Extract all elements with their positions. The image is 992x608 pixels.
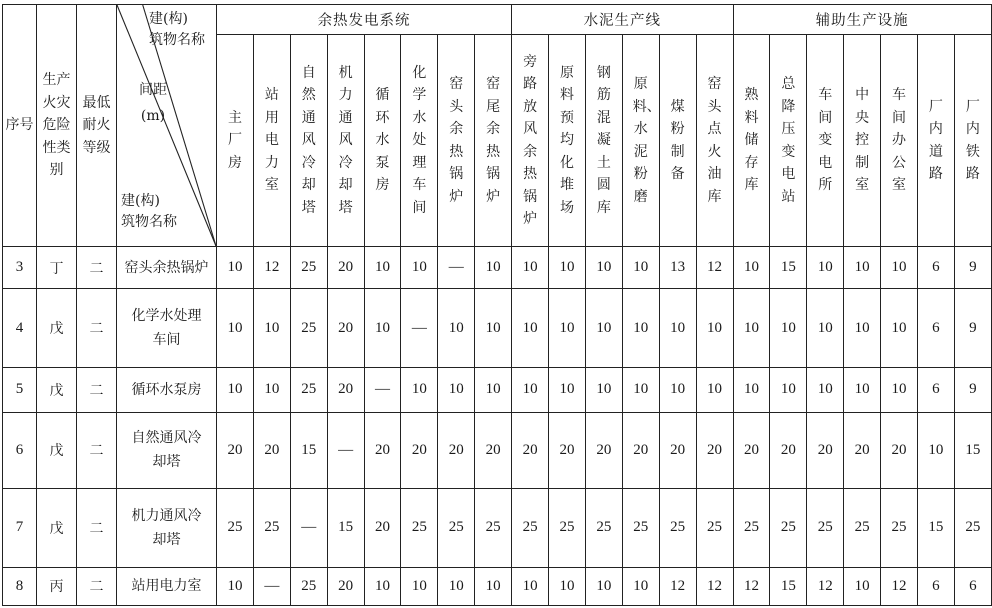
distance-cell: 10 <box>401 567 438 605</box>
group-header-auxiliary: 辅助生产设施 <box>733 5 991 35</box>
column-header: 原料、水泥粉磨 <box>622 35 659 247</box>
distance-cell: 20 <box>475 412 512 488</box>
column-header: 厂内道路 <box>917 35 954 247</box>
distance-cell: 10 <box>585 289 622 368</box>
distance-cell: 6 <box>917 368 954 413</box>
column-header: 窑头余热锅炉 <box>438 35 475 247</box>
row-name-cell: 化学水处理车间 <box>117 289 217 368</box>
distance-cell: 10 <box>364 289 401 368</box>
distance-cell: 20 <box>401 412 438 488</box>
distance-cell: 12 <box>696 247 733 289</box>
distance-cell: 6 <box>917 567 954 605</box>
distance-cell: 12 <box>253 247 290 289</box>
distance-cell: 20 <box>327 247 364 289</box>
distance-cell: 20 <box>585 412 622 488</box>
distance-cell: 20 <box>733 412 770 488</box>
column-header: 机力通风冷却塔 <box>327 35 364 247</box>
distance-cell: 25 <box>622 489 659 568</box>
distance-cell: 10 <box>585 247 622 289</box>
distance-cell: 25 <box>401 489 438 568</box>
distance-cell: 9 <box>954 368 991 413</box>
distance-cell: — <box>438 247 475 289</box>
row-seq-cell: 8 <box>3 567 37 605</box>
distance-cell: 10 <box>475 368 512 413</box>
distance-cell: 6 <box>917 247 954 289</box>
distance-cell: 25 <box>290 368 327 413</box>
distance-cell: 10 <box>585 567 622 605</box>
group-header-waste-heat: 余热发电系统 <box>217 5 512 35</box>
distance-cell: 25 <box>290 289 327 368</box>
distance-cell: 10 <box>659 368 696 413</box>
table-row <box>3 247 992 289</box>
column-header: 自然通风冷却塔 <box>290 35 327 247</box>
header-seq: 序号 <box>3 5 37 247</box>
table-row <box>3 412 992 488</box>
column-header: 中央控制室 <box>844 35 881 247</box>
row-fire-class-cell: 戊 <box>37 289 77 368</box>
row-fire-class-cell: 丙 <box>37 567 77 605</box>
distance-cell: 20 <box>549 412 586 488</box>
header-fire-rating: 最低耐火等级 <box>77 5 117 247</box>
distance-cell: 9 <box>954 247 991 289</box>
distance-cell: 10 <box>733 289 770 368</box>
distance-cell: 20 <box>364 412 401 488</box>
column-header: 煤粉制备 <box>659 35 696 247</box>
row-name-cell: 循环水泵房 <box>117 368 217 413</box>
distance-cell: 25 <box>844 489 881 568</box>
distance-cell: 20 <box>770 412 807 488</box>
distance-cell: 10 <box>881 368 918 413</box>
row-fire-class-cell: 戊 <box>37 489 77 568</box>
diagonal-header-cell <box>117 5 217 247</box>
distance-cell: — <box>401 289 438 368</box>
spacing-table <box>2 4 992 606</box>
distance-cell: 10 <box>364 567 401 605</box>
distance-cell: 10 <box>881 289 918 368</box>
column-header: 窑尾余热锅炉 <box>475 35 512 247</box>
distance-cell: 10 <box>585 368 622 413</box>
distance-cell: 20 <box>659 412 696 488</box>
distance-cell: 20 <box>327 567 364 605</box>
distance-cell: 6 <box>917 289 954 368</box>
distance-cell: 10 <box>622 567 659 605</box>
distance-cell: 12 <box>659 567 696 605</box>
distance-cell: 10 <box>253 368 290 413</box>
distance-cell: 10 <box>512 247 549 289</box>
diag-top-label: 建(构) 筑物名称 <box>149 11 205 48</box>
distance-cell: 10 <box>217 289 254 368</box>
distance-cell: 15 <box>770 567 807 605</box>
distance-cell: 10 <box>733 368 770 413</box>
distance-cell: 9 <box>954 289 991 368</box>
distance-cell: 25 <box>659 489 696 568</box>
row-fire-class-cell: 戊 <box>37 368 77 413</box>
distance-cell: 10 <box>807 289 844 368</box>
distance-cell: 12 <box>881 567 918 605</box>
distance-cell: 15 <box>290 412 327 488</box>
distance-cell: 25 <box>696 489 733 568</box>
distance-cell: 20 <box>512 412 549 488</box>
distance-cell: 10 <box>622 289 659 368</box>
row-seq-cell: 4 <box>3 289 37 368</box>
distance-cell: 10 <box>217 567 254 605</box>
distance-cell: 10 <box>512 368 549 413</box>
table-row <box>3 368 992 413</box>
row-fire-class-cell: 丁 <box>37 247 77 289</box>
row-seq-cell: 6 <box>3 412 37 488</box>
distance-cell: 25 <box>512 489 549 568</box>
distance-cell: 10 <box>807 368 844 413</box>
distance-cell: 20 <box>807 412 844 488</box>
distance-cell: 15 <box>917 489 954 568</box>
distance-cell: 25 <box>438 489 475 568</box>
column-header: 旁路放风余热锅炉 <box>512 35 549 247</box>
row-fire-rating-cell: 二 <box>77 412 117 488</box>
distance-cell: 25 <box>217 489 254 568</box>
distance-cell: 10 <box>475 567 512 605</box>
row-seq-cell: 3 <box>3 247 37 289</box>
distance-cell: 25 <box>549 489 586 568</box>
distance-cell: 25 <box>881 489 918 568</box>
distance-cell: 25 <box>475 489 512 568</box>
distance-cell: 10 <box>622 368 659 413</box>
distance-cell: 10 <box>844 247 881 289</box>
distance-cell: 10 <box>512 567 549 605</box>
table-row <box>3 489 992 568</box>
distance-cell: 25 <box>807 489 844 568</box>
row-fire-rating-cell: 二 <box>77 567 117 605</box>
distance-cell: 10 <box>622 247 659 289</box>
distance-cell: — <box>290 489 327 568</box>
distance-cell: 20 <box>438 412 475 488</box>
distance-cell: 10 <box>217 368 254 413</box>
row-fire-rating-cell: 二 <box>77 289 117 368</box>
distance-cell: 25 <box>770 489 807 568</box>
distance-cell: 10 <box>475 247 512 289</box>
distance-cell: 20 <box>622 412 659 488</box>
distance-cell: 10 <box>475 289 512 368</box>
distance-cell: 25 <box>253 489 290 568</box>
column-header: 钢筋混凝土圆库 <box>585 35 622 247</box>
group-header-cement-line: 水泥生产线 <box>512 5 733 35</box>
distance-cell: 15 <box>954 412 991 488</box>
column-header: 循环水泵房 <box>364 35 401 247</box>
distance-cell: 25 <box>954 489 991 568</box>
distance-cell: 25 <box>290 247 327 289</box>
distance-cell: 25 <box>290 567 327 605</box>
distance-cell: 20 <box>696 412 733 488</box>
distance-cell: 10 <box>364 247 401 289</box>
distance-cell: 15 <box>327 489 364 568</box>
distance-cell: 6 <box>954 567 991 605</box>
header-fire-class: 生产火灾危险性类别 <box>37 5 77 247</box>
row-name-cell: 自然通风冷却塔 <box>117 412 217 488</box>
row-fire-rating-cell: 二 <box>77 368 117 413</box>
distance-cell: 20 <box>327 289 364 368</box>
row-fire-rating-cell: 二 <box>77 489 117 568</box>
row-fire-class-cell: 戊 <box>37 412 77 488</box>
distance-cell: 20 <box>364 489 401 568</box>
distance-cell: 10 <box>659 289 696 368</box>
column-header: 厂内铁路 <box>954 35 991 247</box>
distance-cell: 20 <box>217 412 254 488</box>
column-header: 窑头点火油库 <box>696 35 733 247</box>
distance-cell: — <box>364 368 401 413</box>
column-header: 化学水处理车间 <box>401 35 438 247</box>
column-header: 原料预均化堆场 <box>549 35 586 247</box>
distance-cell: 10 <box>438 289 475 368</box>
distance-cell: 20 <box>881 412 918 488</box>
column-header: 主厂房 <box>217 35 254 247</box>
table-row <box>3 567 992 605</box>
distance-cell: 20 <box>844 412 881 488</box>
distance-cell: 10 <box>512 289 549 368</box>
distance-cell: — <box>253 567 290 605</box>
distance-cell: 12 <box>733 567 770 605</box>
distance-cell: 12 <box>807 567 844 605</box>
distance-cell: 10 <box>549 289 586 368</box>
distance-cell: 10 <box>770 289 807 368</box>
distance-cell: 20 <box>253 412 290 488</box>
distance-cell: 10 <box>438 368 475 413</box>
distance-cell: 25 <box>585 489 622 568</box>
column-header: 车间办公室 <box>881 35 918 247</box>
distance-cell: 13 <box>659 247 696 289</box>
distance-cell: 10 <box>844 368 881 413</box>
row-seq-cell: 7 <box>3 489 37 568</box>
distance-cell: 20 <box>327 368 364 413</box>
row-seq-cell: 5 <box>3 368 37 413</box>
distance-cell: 12 <box>696 567 733 605</box>
distance-cell: 10 <box>881 247 918 289</box>
row-name-cell: 站用电力室 <box>117 567 217 605</box>
distance-cell: 10 <box>217 247 254 289</box>
distance-cell: 10 <box>844 289 881 368</box>
distance-cell: 15 <box>770 247 807 289</box>
column-header: 熟料储存库 <box>733 35 770 247</box>
row-name-cell: 窑头余热锅炉 <box>117 247 217 289</box>
row-fire-rating-cell: 二 <box>77 247 117 289</box>
distance-cell: 10 <box>696 289 733 368</box>
row-name-cell: 机力通风冷却塔 <box>117 489 217 568</box>
diag-middle-label: 间距 (m) <box>139 82 167 124</box>
distance-cell: 10 <box>807 247 844 289</box>
distance-cell: 10 <box>844 567 881 605</box>
distance-cell: 10 <box>549 567 586 605</box>
distance-cell: 10 <box>917 412 954 488</box>
column-header: 站用电力室 <box>253 35 290 247</box>
column-header: 车间变电所 <box>807 35 844 247</box>
column-header: 总降压变电站 <box>770 35 807 247</box>
distance-cell: 10 <box>733 247 770 289</box>
table-row <box>3 289 992 368</box>
distance-cell: 10 <box>549 247 586 289</box>
distance-cell: — <box>327 412 364 488</box>
diag-bottom-label: 建(构) 筑物名称 <box>121 193 177 230</box>
distance-cell: 10 <box>438 567 475 605</box>
distance-cell: 10 <box>401 247 438 289</box>
distance-cell: 10 <box>549 368 586 413</box>
distance-cell: 25 <box>733 489 770 568</box>
distance-cell: 10 <box>253 289 290 368</box>
distance-cell: 10 <box>401 368 438 413</box>
distance-cell: 10 <box>696 368 733 413</box>
distance-cell: 10 <box>770 368 807 413</box>
